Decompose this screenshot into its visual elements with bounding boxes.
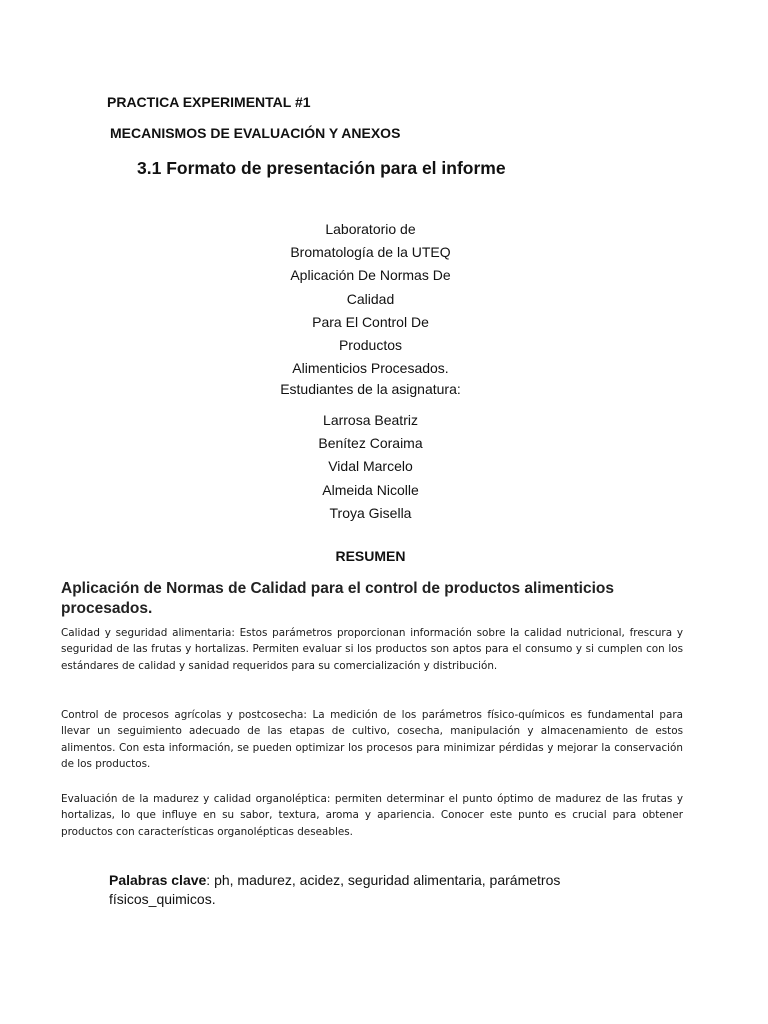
mechanisms-title: MECANISMOS DE EVALUACIÓN Y ANEXOS xyxy=(110,125,401,141)
student-name: Vidal Marcelo xyxy=(328,458,413,475)
student-name: Larrosa Beatriz xyxy=(323,412,418,428)
student-name: Troya Gisella xyxy=(329,504,412,521)
lab-line: Alimenticios Procesados. xyxy=(292,360,449,377)
keywords-text: : ph, madurez, acidez, seguridad alimentaria, parámetros físicos_quimicos. xyxy=(109,872,561,907)
abstract-paragraph: Control de procesos agrícolas y postcosecha: La medición de los parámetros físico-químicos es fundamental para llevar un seguimiento adecuado de las etapas de cultivo, cosecha, manipulación y almacenamiento de estos alimentos. Con esta información, se pueden optimizar los procesos para minimizar pérdidas y mejorar la conservación de los productos. xyxy=(61,709,683,770)
keywords-label: Palabras clave xyxy=(109,872,207,888)
lab-line: Para El Control De xyxy=(312,313,429,330)
section-title: 3.1 Formato de presentación para el informe xyxy=(137,158,506,178)
lab-line: Bromatología de la UTEQ xyxy=(290,244,451,261)
student-name: Almeida Nicolle xyxy=(322,481,419,498)
lab-line: Calidad xyxy=(346,290,395,307)
lab-line: Aplicación De Normas De xyxy=(290,267,451,284)
practice-title: PRACTICA EXPERIMENTAL #1 xyxy=(107,94,311,110)
resumen-heading: RESUMEN xyxy=(335,548,406,564)
students-label: Estudiantes de la asignatura: xyxy=(280,381,461,397)
lab-info-block xyxy=(0,218,741,380)
abstract-paragraph: Evaluación de la madurez y calidad organoléptica: permiten determinar el punto óptimo de madurez de las frutas y hortalizas, lo que influye en su sabor, textura, aroma y apariencia. Conocer este punto es crucial para obtener productos con características organolépticas deseables. xyxy=(61,793,683,838)
student-name: Benítez Coraima xyxy=(318,435,423,452)
keywords xyxy=(109,871,629,909)
article-title: Aplicación de Normas de Calidad para el control de productos alimenticios procesados. xyxy=(61,580,614,617)
abstract-paragraph: Calidad y seguridad alimentaria: Estos parámetros proporcionan información sobre la calidad nutricional, frescura y seguridad de las frutas y hortalizas. Permiten evaluar si los productos son aptos para el consumo y si cumplen con los estándares de calidad y sanidad requeridos para su comercialización y distribución. xyxy=(61,627,683,672)
lab-line: Productos xyxy=(338,336,403,353)
lab-line: Laboratorio de xyxy=(325,221,416,237)
students-list xyxy=(0,409,741,525)
